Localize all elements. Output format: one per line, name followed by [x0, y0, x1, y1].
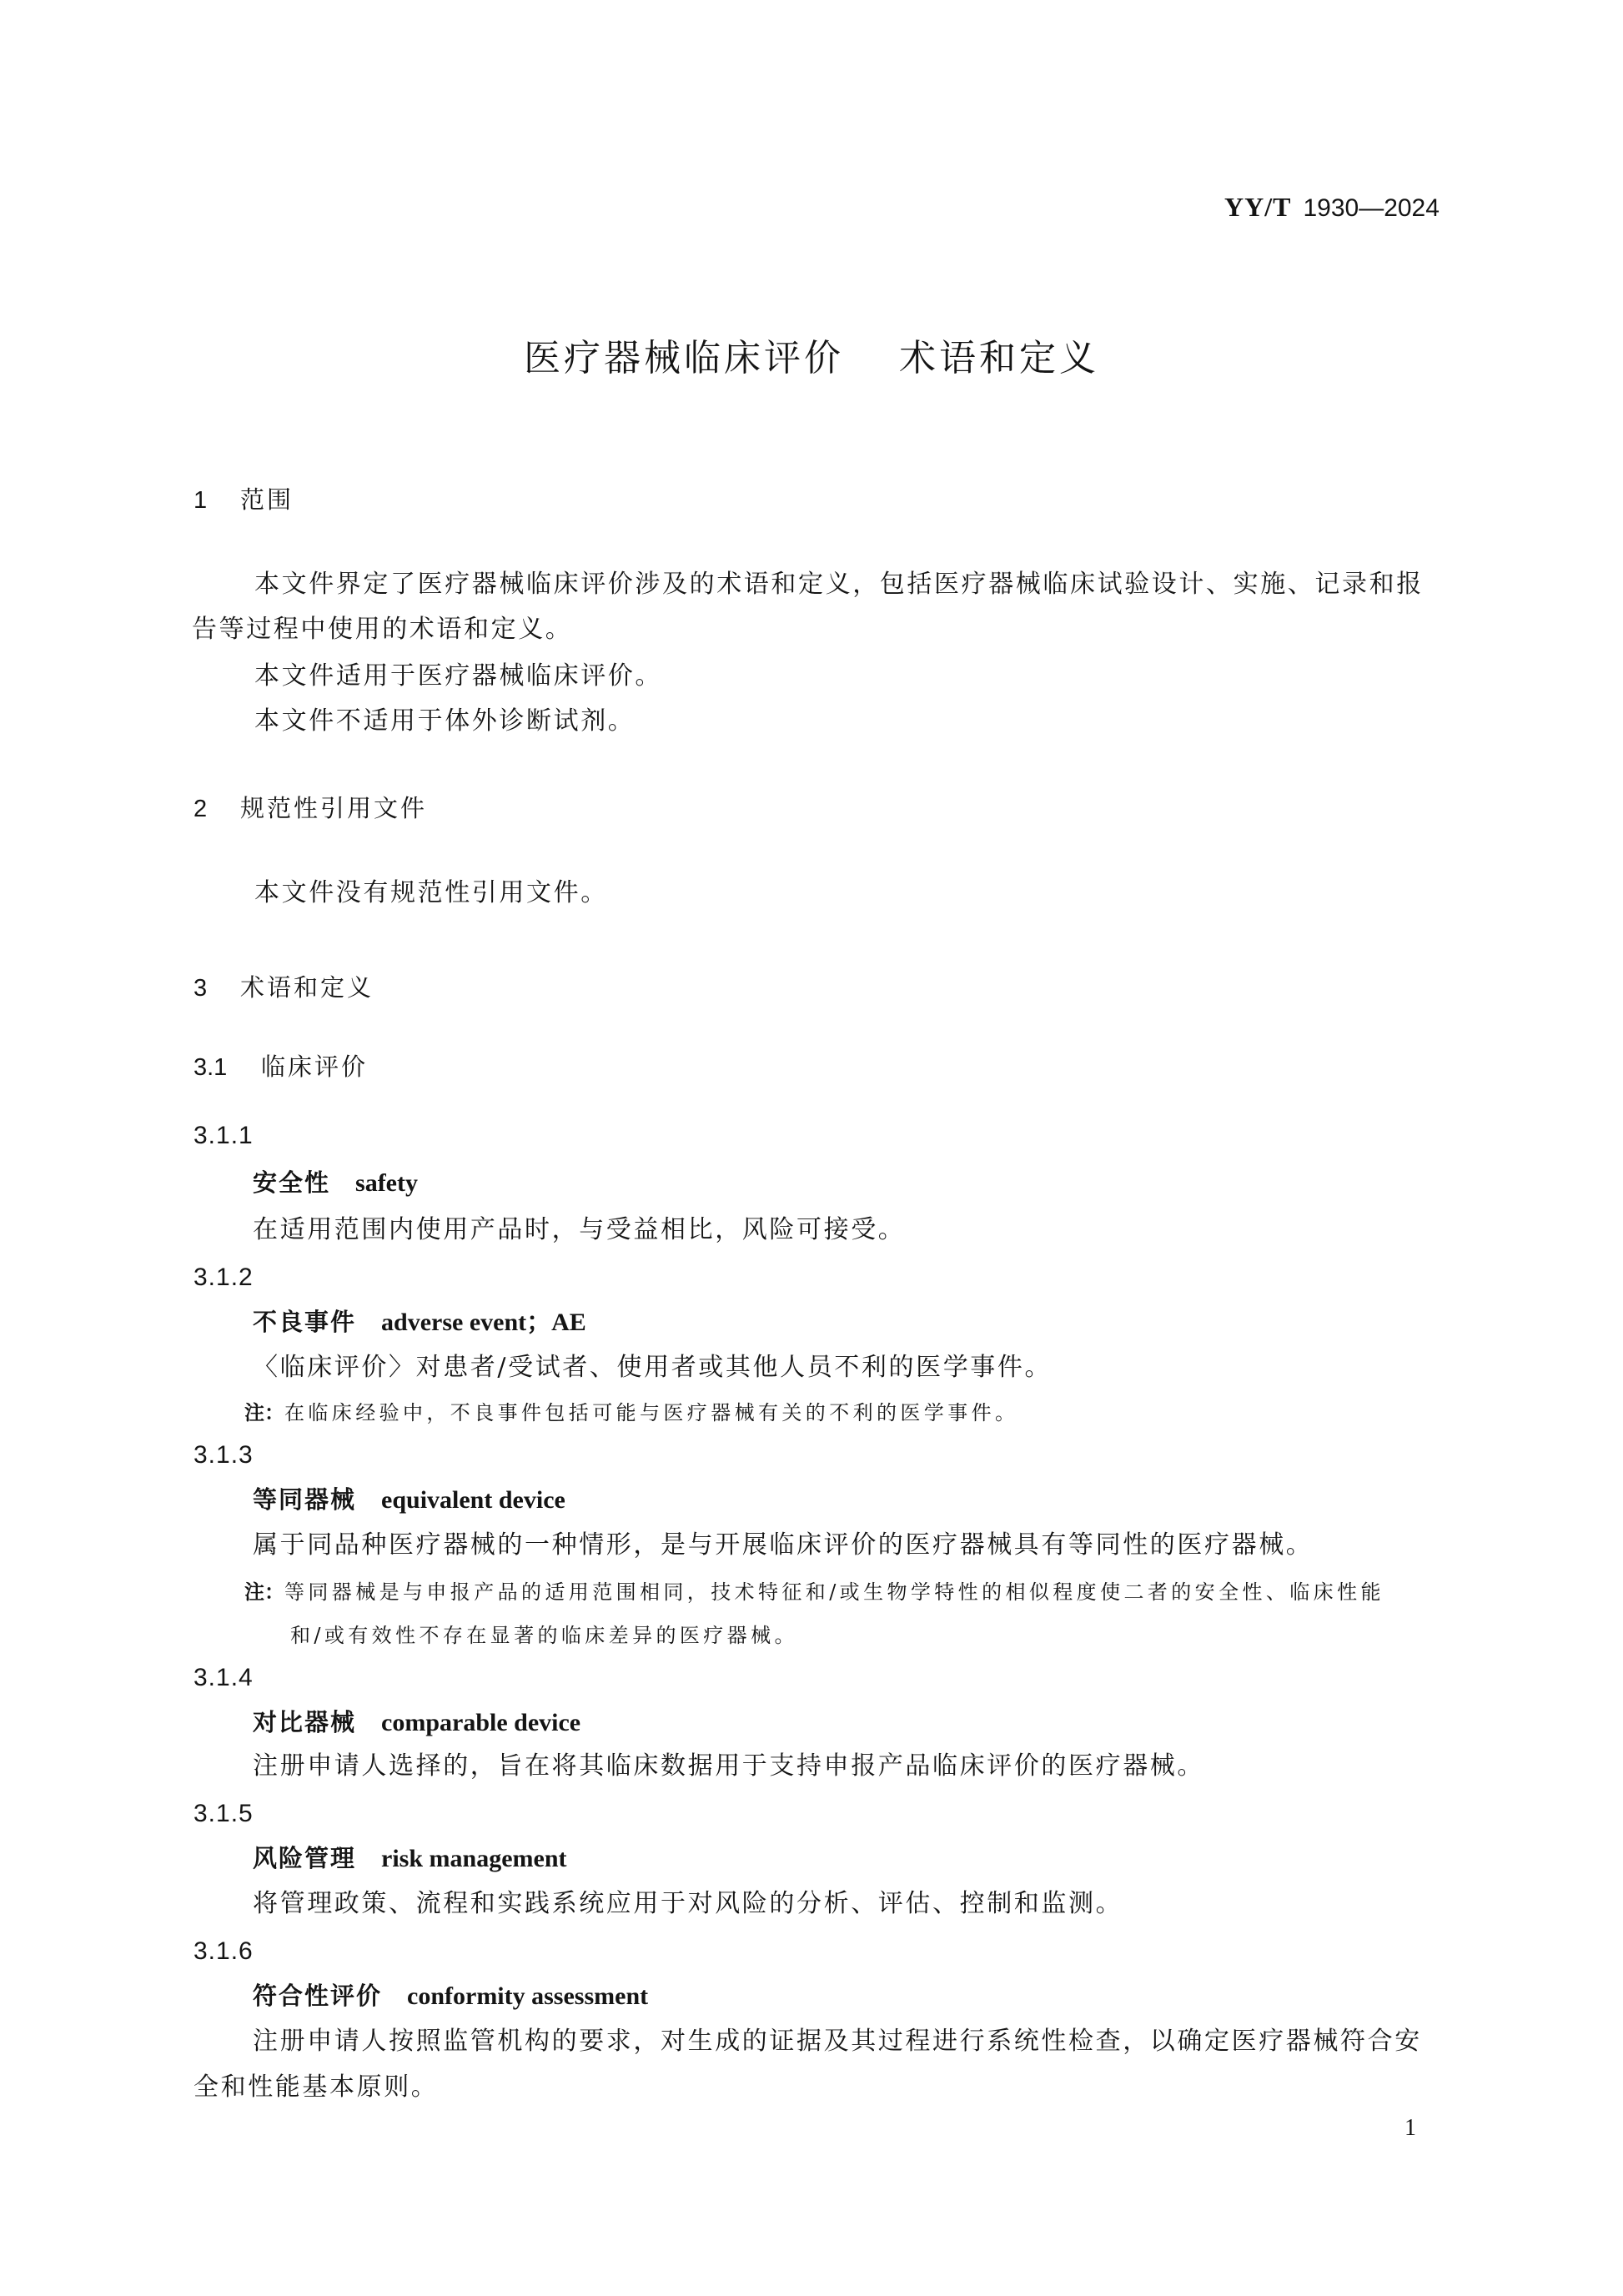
term-entry	[253, 1310, 586, 1335]
note-text: 在临床经验中，不良事件包括可能与医疗器械有关的不利的医学事件。	[284, 1401, 1019, 1424]
term-en: equivalent device	[381, 1486, 565, 1514]
term-zh: 风险管理	[253, 1844, 357, 1872]
section-heading-2	[193, 796, 427, 821]
term-entry	[253, 1984, 648, 2009]
paragraph-scope-line1: 本文件界定了医疗器械临床评价涉及的术语和定义，包括医疗器械临床试验设计、实施、记录和报	[254, 570, 1424, 599]
standard-code: YY/T	[1224, 192, 1292, 222]
term-definition-line1: 注册申请人按照监管机构的要求，对生成的证据及其过程进行系统性检查，以确定医疗器械符合安	[253, 2027, 1422, 2056]
term-zh: 等同器械	[253, 1485, 357, 1514]
clause-number: 3.1.4	[193, 1664, 254, 1691]
term-entry	[253, 1846, 567, 1871]
clause-number: 3.1.1	[193, 1122, 254, 1149]
paragraph-scope-line2: 告等过程中使用的术语和定义。	[192, 615, 573, 644]
paragraph-exclusion: 本文件不适用于体外诊断试剂。	[254, 706, 636, 736]
term-entry	[253, 1708, 581, 1736]
section-heading-1	[193, 485, 294, 514]
section-title: 范围	[240, 485, 294, 514]
term-note	[244, 1403, 1018, 1423]
section-number: 3	[193, 975, 208, 1002]
standard-header	[1224, 193, 1440, 221]
term-entry	[253, 1168, 418, 1197]
clause-number: 3.1.6	[193, 1937, 254, 1965]
term-en: comparable device	[381, 1709, 581, 1736]
term-zh: 符合性评价	[253, 1982, 383, 2010]
section-number: 2	[193, 796, 208, 822]
clause-number: 3.1.3	[193, 1441, 254, 1469]
section-number: 3.1	[193, 1054, 228, 1081]
term-en: adverse event；AE	[381, 1309, 586, 1336]
term-zh: 不良事件	[253, 1308, 357, 1336]
document-title	[0, 337, 1623, 379]
term-entry	[253, 1485, 565, 1514]
note-text: 等同器械是与申报产品的适用范围相同，技术特征和/或生物学特性的相似程度使二者的安全性、临床性能	[284, 1580, 1384, 1604]
term-zh: 对比器械	[253, 1708, 357, 1736]
paragraph-normative-refs: 本文件没有规范性引用文件。	[254, 878, 608, 907]
term-en: safety	[355, 1169, 418, 1197]
section-heading-3-1	[193, 1055, 368, 1080]
term-definition-line2: 全和性能基本原则。	[193, 2072, 439, 2102]
standard-number: 1930—2024	[1303, 194, 1440, 222]
clause-number: 3.1.2	[193, 1264, 254, 1291]
term-definition: 属于同品种医疗器械的一种情形，是与开展临床评价的医疗器械具有等同性的医疗器械。	[253, 1530, 1314, 1560]
term-note-continuation: 和/或有效性不存在显著的临床差异的医疗器械。	[290, 1624, 798, 1647]
note-label: 注：	[244, 1401, 284, 1424]
term-zh: 安全性	[253, 1168, 331, 1197]
term-en: conformity assessment	[407, 1982, 649, 2010]
paragraph-applicability: 本文件适用于医疗器械临床评价。	[254, 661, 662, 691]
note-label: 注：	[244, 1580, 284, 1604]
title-main: 医疗器械临床评价	[524, 337, 844, 379]
section-title: 术语和定义	[240, 973, 374, 1002]
term-note	[244, 1582, 1384, 1602]
section-heading-3	[193, 973, 374, 1002]
term-definition: 注册申请人选择的，旨在将其临床数据用于支持申报产品临床评价的医疗器械。	[253, 1751, 1204, 1781]
title-sub: 术语和定义	[899, 337, 1099, 379]
term-definition: 〈临床评价〉对患者/受试者、使用者或其他人员不利的医学事件。	[253, 1353, 1053, 1382]
section-number: 1	[193, 487, 208, 514]
term-definition: 将管理政策、流程和实践系统应用于对风险的分析、评估、控制和监测。	[253, 1889, 1123, 1918]
section-title: 规范性引用文件	[240, 794, 428, 822]
term-en: risk management	[381, 1845, 567, 1872]
clause-number: 3.1.5	[193, 1800, 254, 1827]
section-title: 临床评价	[261, 1053, 369, 1081]
page-number: 1	[1404, 2115, 1416, 2141]
term-definition: 在适用范围内使用产品时，与受益相比，风险可接受。	[253, 1215, 906, 1244]
